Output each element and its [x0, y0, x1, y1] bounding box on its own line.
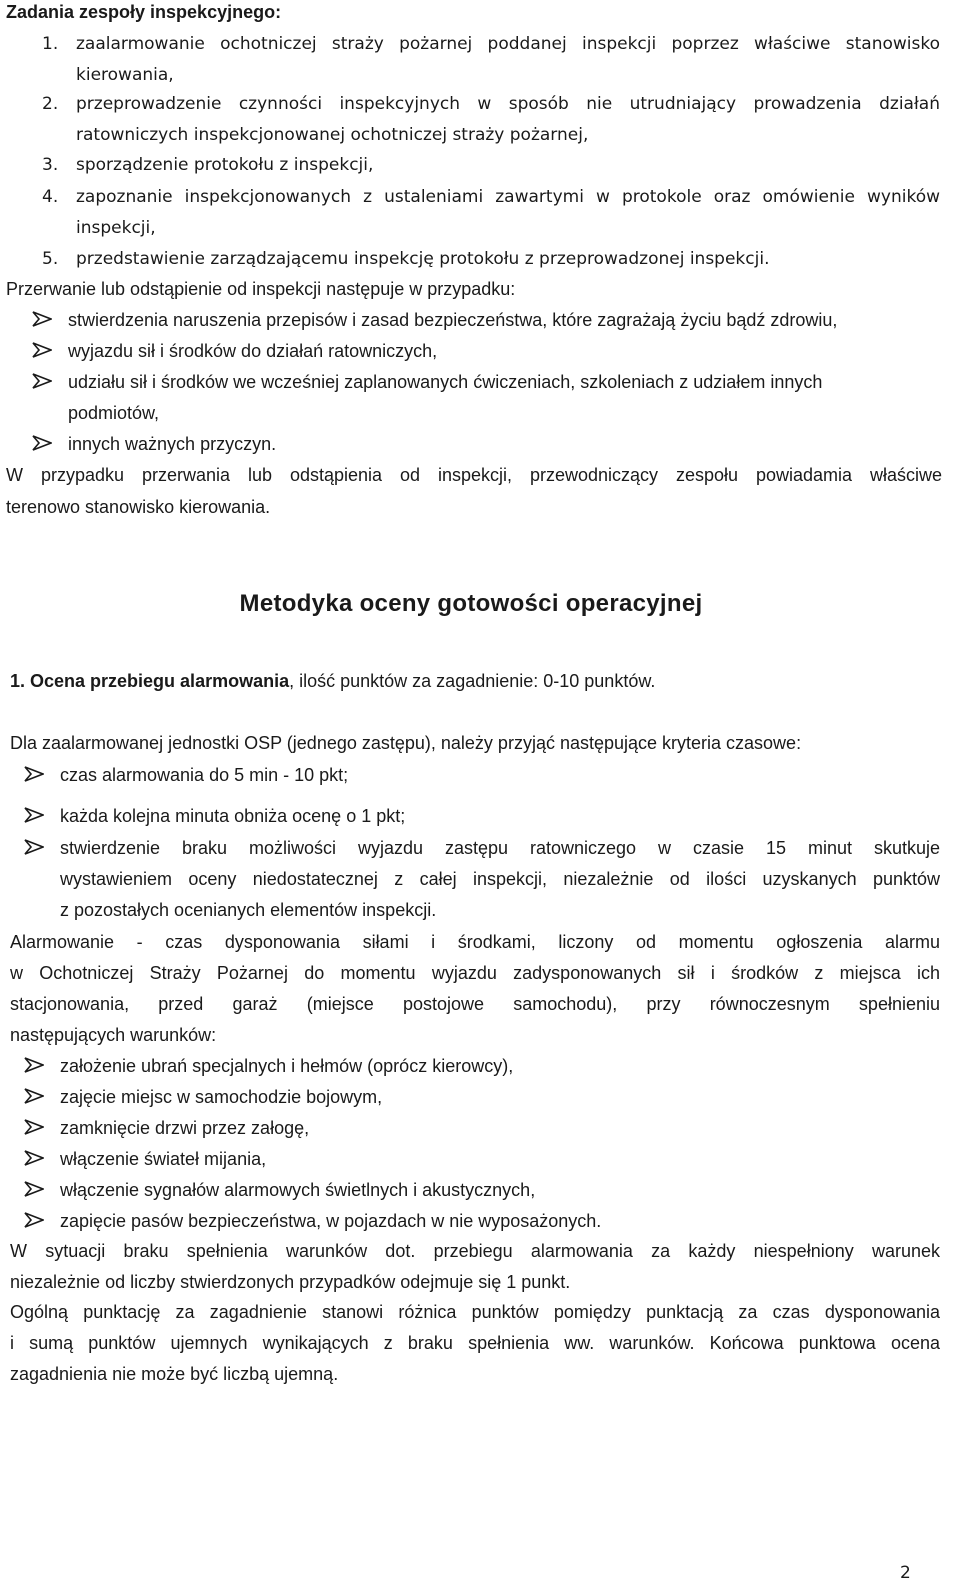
list-item: zapoznanie inspekcjonowanych z ustaleniami zawartymi w protokole oraz omówienie wyników: [76, 187, 940, 207]
list-number: 4.: [42, 187, 59, 207]
arrow-bullet-icon: [24, 1150, 46, 1168]
bullet-item: stwierdzenia naruszenia przepisów i zasad bezpieczeństwa, które zagrażają życiu bądź zdrowiu,: [68, 310, 838, 330]
list-number: 3.: [42, 155, 59, 175]
paragraph: zagadnienia nie może być liczbą ujemną.: [10, 1364, 339, 1384]
bullet-item: wystawieniem oceny niedostatecznej z całej inspekcji, niezależnie od ilości uzyskanych punktów: [60, 869, 940, 889]
paragraph: W przypadku przerwania lub odstąpienia od inspekcji, przewodniczący zespołu powiadamia właściwe: [6, 465, 942, 485]
list-item: przeprowadzenie czynności inspekcyjnych w sposób nie utrudniający prowadzenia działań: [76, 94, 940, 114]
arrow-bullet-icon: [24, 1088, 46, 1106]
bullet-item: wyjazdu sił i środków do działań ratowniczych,: [68, 341, 438, 361]
list-number: 5.: [42, 249, 59, 269]
subsection-heading-bold: 1. Ocena przebiegu alarmowania: [10, 671, 290, 691]
arrow-bullet-icon: [24, 766, 46, 784]
paragraph: niezależnie od liczby stwierdzonych przypadków odejmuje się 1 punkt.: [10, 1272, 571, 1292]
list-item: przedstawienie zarządzającemu inspekcję protokołu z przeprowadzonej inspekcji.: [76, 249, 770, 269]
list-number: 2.: [42, 94, 59, 114]
page-title: Metodyka oceny gotowości operacyjnej: [239, 590, 703, 617]
list-item: sporządzenie protokołu z inspekcji,: [76, 155, 374, 175]
paragraph: Alarmowanie - czas dysponowania siłami i środkami, liczony od momentu ogłoszenia alarmu: [10, 932, 940, 952]
paragraph: i sumą punktów ujemnych wynikających z braku spełnienia ww. warunków. Końcowa punktowa ocena: [10, 1333, 940, 1353]
bullet-item: z pozostałych ocenianych elementów inspekcji.: [60, 900, 437, 920]
paragraph: Ogólną punktację za zagadnienie stanowi różnica punktów pomiędzy punktacją za czas dysponowania: [10, 1302, 940, 1322]
list-item: inspekcji,: [76, 218, 156, 238]
bullet-item: założenie ubrań specjalnych i hełmów (oprócz kierowcy),: [60, 1056, 514, 1076]
arrow-bullet-icon: [24, 1212, 46, 1230]
paragraph: terenowo stanowisko kierowania.: [6, 497, 271, 517]
paragraph: stacjonowania, przed garaż (miejsce postojowe samochodu), przy równoczesnym spełnieniu: [10, 994, 940, 1014]
paragraph: W sytuacji braku spełnienia warunków dot. przebiegu alarmowania za każdy niespełniony warunek: [10, 1241, 940, 1261]
arrow-bullet-icon: [24, 1119, 46, 1137]
arrow-bullet-icon: [32, 311, 54, 329]
section-heading: Zadania zespoły inspekcyjnego:: [6, 2, 282, 22]
bullet-item: czas alarmowania do 5 min - 10 pkt;: [60, 765, 349, 785]
list-item: zaalarmowanie ochotniczej straży pożarnej poddanej inspekcji poprzez właściwe stanowisko: [76, 34, 940, 54]
bullet-item: zamknięcie drzwi przez załogę,: [60, 1118, 310, 1138]
bullet-item: włączenie świateł mijania,: [60, 1149, 267, 1169]
arrow-bullet-icon: [24, 839, 46, 857]
bullet-item: zapięcie pasów bezpieczeństwa, w pojazdach w nie wyposażonych.: [60, 1211, 602, 1231]
bullet-item: udziału sił i środków we wcześniej zaplanowanych ćwiczeniach, szkoleniach z udziałem innych: [68, 372, 823, 392]
subsection-heading: [10, 671, 655, 692]
arrow-bullet-icon: [32, 435, 54, 453]
arrow-bullet-icon: [32, 342, 54, 360]
bullet-item: stwierdzenie braku możliwości wyjazdu zastępu ratowniczego w czasie 15 minut skutkuje: [60, 838, 940, 858]
bullet-item: włączenie sygnałów alarmowych świetlnych i akustycznych,: [60, 1180, 536, 1200]
bullet-item: każda kolejna minuta obniża ocenę o 1 pkt;: [60, 806, 406, 826]
arrow-bullet-icon: [24, 1181, 46, 1199]
bullet-item: podmiotów,: [68, 403, 160, 423]
subsection-heading-rest: , ilość punktów za zagadnienie: 0-10 punktów.: [289, 671, 656, 691]
paragraph: Przerwanie lub odstąpienie od inspekcji następuje w przypadku:: [6, 279, 516, 299]
paragraph: następujących warunków:: [10, 1025, 217, 1045]
arrow-bullet-icon: [32, 373, 54, 391]
paragraph: Dla zaalarmowanej jednostki OSP (jednego zastępu), należy przyjąć następujące kryteria czasowe:: [10, 733, 802, 753]
bullet-item: zajęcie miejsc w samochodzie bojowym,: [60, 1087, 383, 1107]
arrow-bullet-icon: [24, 807, 46, 825]
paragraph: w Ochotniczej Straży Pożarnej do momentu wyjazdu zadysponowanych sił i środków z miejsca ich: [10, 963, 940, 983]
list-number: 1.: [42, 34, 59, 54]
arrow-bullet-icon: [24, 1057, 46, 1075]
list-item: ratowniczych inspekcjonowanej ochotniczej straży pożarnej,: [76, 125, 589, 145]
list-item: kierowania,: [76, 65, 174, 85]
bullet-item: innych ważnych przyczyn.: [68, 434, 277, 454]
page-number: 2: [900, 1563, 911, 1583]
